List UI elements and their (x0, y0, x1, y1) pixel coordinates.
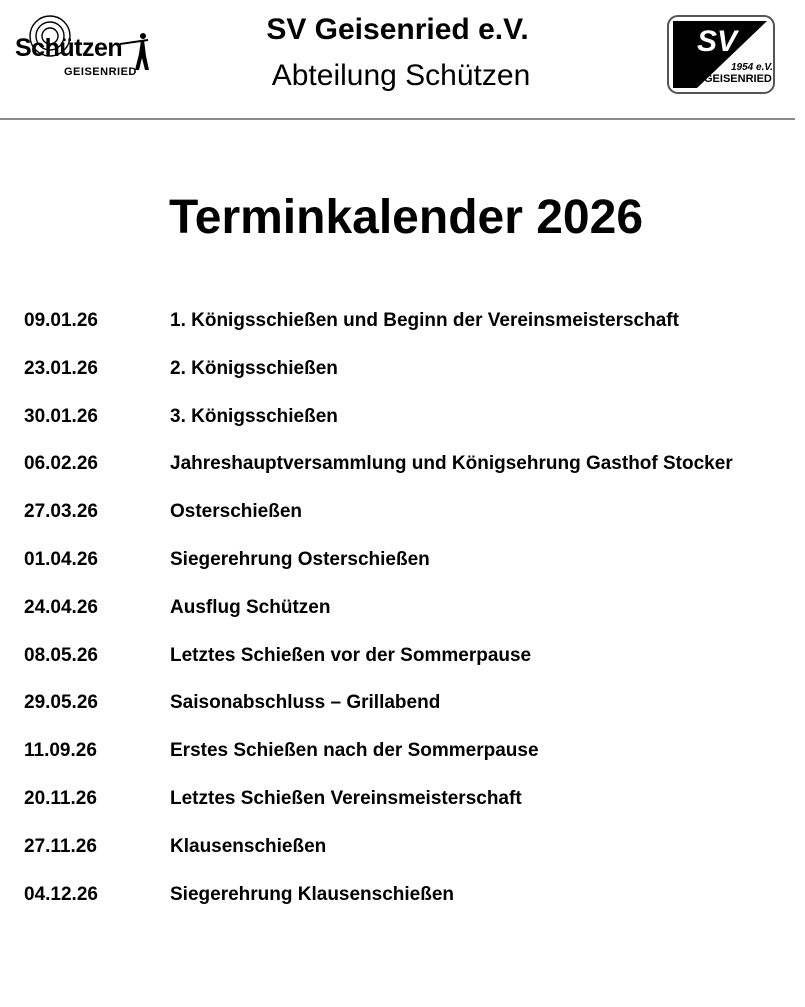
event-row (24, 831, 805, 879)
event-date: 01.04.26 (24, 548, 98, 570)
event-row (24, 879, 805, 927)
event-description: Ausflug Schützen (170, 596, 331, 618)
event-description: Siegerehrung Klausenschießen (170, 883, 455, 905)
event-date: 09.01.26 (24, 310, 98, 331)
event-description: Jahreshauptversammlung und Königsehrung Gasthof Stocker (170, 453, 733, 475)
event-row (24, 687, 805, 735)
event-date: 20.11.26 (24, 787, 97, 809)
event-row (24, 735, 805, 783)
logo-word: Schützen (15, 34, 123, 62)
event-date: 30.01.26 (24, 405, 98, 427)
logo-year: 1954 e.V. (731, 62, 773, 73)
logo-place: GEISENRIED (704, 73, 772, 85)
event-date: 11.09.26 (24, 740, 97, 762)
event-description: Letztes Schießen Vereinsmeisterschaft (170, 787, 522, 809)
club-name: SV Geisenried e.V. (266, 13, 529, 46)
event-date: 29.05.26 (24, 692, 98, 714)
event-row (24, 544, 805, 592)
event-row (24, 783, 805, 831)
event-date: 27.11.26 (24, 835, 97, 857)
event-description: Siegerehrung Osterschießen (170, 548, 430, 570)
event-description: 2. Königsschießen (170, 357, 338, 379)
event-row (24, 640, 805, 688)
event-row (24, 401, 805, 449)
event-list (24, 305, 805, 926)
department-name: Abteilung Schützen (271, 59, 531, 92)
event-date: 27.03.26 (24, 501, 98, 523)
event-description: Letztes Schießen vor der Sommerpause (170, 644, 532, 666)
event-description: 1. Königsschießen und Beginn der Vereinsmeisterschaft (170, 310, 679, 331)
event-description: Osterschießen (170, 501, 302, 523)
logo-subtitle: GEISENRIED (64, 66, 137, 78)
page-header (0, 0, 805, 120)
event-date: 23.01.26 (24, 357, 98, 379)
event-row (24, 305, 805, 353)
page-title: Terminkalender 2026 (168, 191, 644, 244)
event-row (24, 592, 805, 640)
event-description: 3. Königsschießen (170, 405, 338, 427)
event-description: Erstes Schießen nach der Sommerpause (170, 740, 539, 762)
event-date: 08.05.26 (24, 644, 98, 666)
event-row (24, 496, 805, 544)
sv-geisenried-logo (667, 15, 775, 94)
logo-mark: SV (697, 25, 738, 58)
event-date: 04.12.26 (24, 883, 98, 905)
header-divider (0, 118, 795, 120)
event-row (24, 353, 805, 401)
event-description: Klausenschießen (170, 835, 327, 857)
event-description: Saisonabschluss – Grillabend (170, 692, 441, 714)
event-row (24, 448, 805, 496)
event-date: 24.04.26 (24, 596, 98, 618)
event-date: 06.02.26 (24, 453, 98, 475)
